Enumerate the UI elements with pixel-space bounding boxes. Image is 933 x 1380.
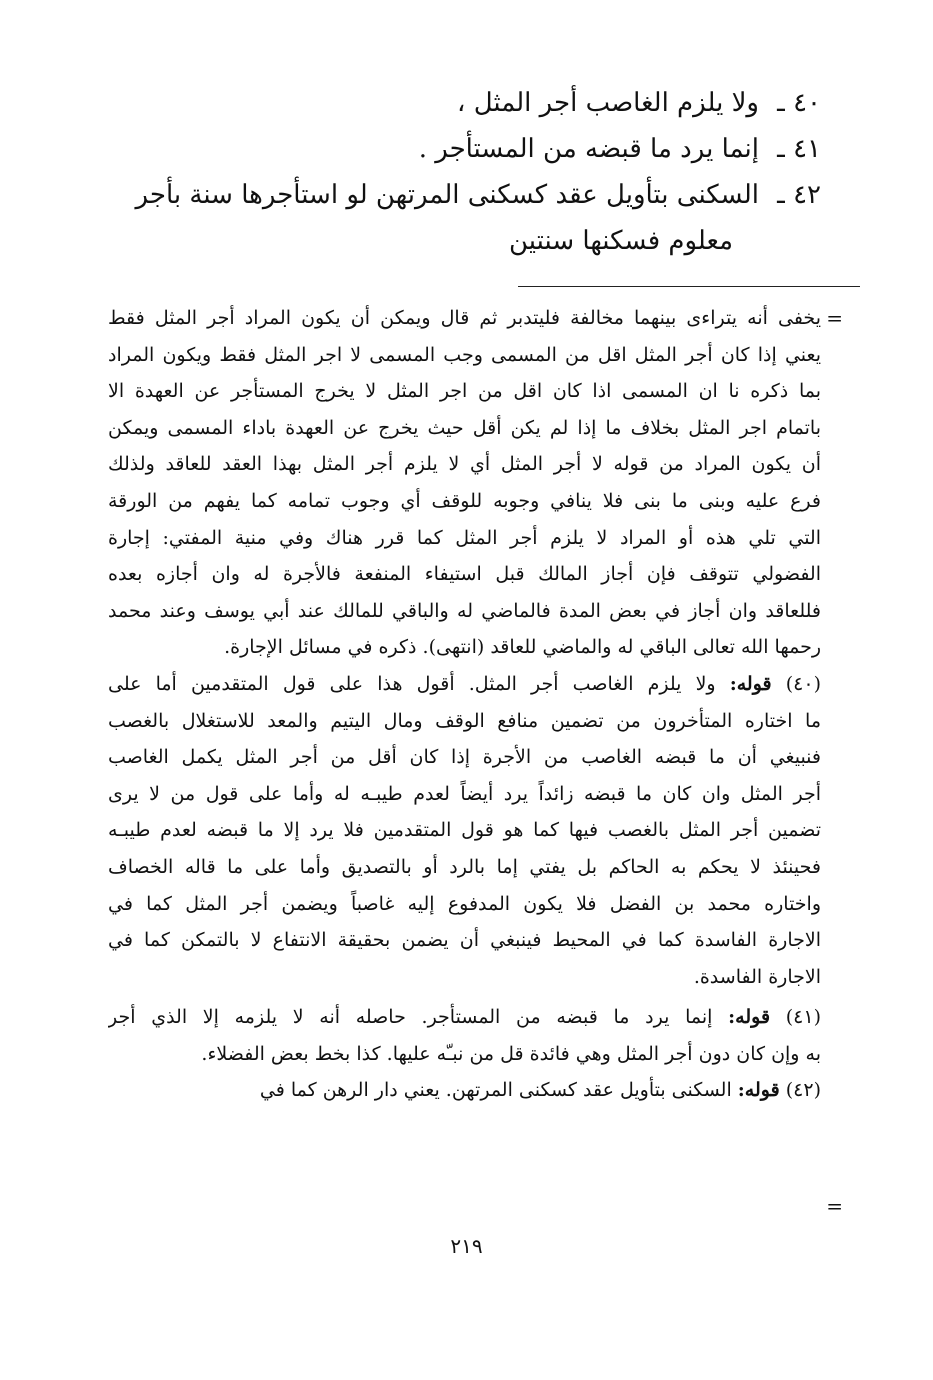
main-line-40 — [81, 80, 821, 126]
note-line: ما اختاره المتأخرون من تضمين منافع الوقف ومال اليتيم والمعد للاستغلال بالغصب — [108, 709, 821, 732]
note-text: ولا يلزم الغاصب أجر المثل. أقول هذا على قول المتقدمين أما على — [108, 672, 716, 695]
main-line-text: إنما يرد ما قبضه من المستأجر . — [418, 134, 759, 164]
qawluhu-label: قوله: — [729, 672, 772, 695]
main-line-number: ٤٠ ـ — [777, 88, 821, 118]
note-41-first-line — [108, 999, 821, 1036]
continuation-marker: = — [826, 306, 843, 330]
main-line-number: ٤٢ ـ — [777, 180, 821, 210]
qawluhu-label: قوله: — [737, 1079, 780, 1102]
page-number: ٢١٩ — [450, 1234, 483, 1258]
commentary-notes — [108, 300, 821, 1109]
note-line: التي تلي هذه أو المراد لا يلزم أجر المثل كما قرر هناك وفي منية المفتي: إجارة — [108, 526, 821, 549]
main-line-41 — [81, 126, 821, 172]
continuation-marker: = — [826, 1194, 843, 1218]
note-line: واختاره محمد بن الفضل فلا يكون المدفوع إليه غاصباً ويضمن أجر المثل كما في — [108, 892, 821, 915]
note-ref: (٤٠) — [785, 672, 821, 695]
note-line: رحمها الله تعالى الباقي له والماضي للعاقد (انتهى). ذكره في مسائل الإجارة. — [224, 636, 821, 659]
note-line: بما ذكره نا ان المسمى اذا كان اقل من اجر المثل لا يخرج المستأجر عن العهدة الا — [108, 380, 821, 403]
note-line: أن يكون المراد من قوله لا أجر المثل أي لا يلزم أجر المثل بهذا العقد للعاقد ولذلك — [108, 453, 821, 476]
note-line: به وإن كان دون أجر المثل وهي فائدة قل من نبـّه عليها. كذا بخط بعض الفضلاء. — [201, 1042, 821, 1065]
main-line-42-continued — [81, 218, 821, 264]
note-line: الاجارة الفاسدة كما في المحيط فينبغي أن يضمن بحقيقة الانتفاع لا بالتمكن كما في — [108, 929, 821, 952]
note-42-first-line — [108, 1072, 821, 1109]
note-line: أجر المثل وان كان ما قبضه زائداً يرد أيضاً لعدم طيبـه له وأما على قول من لا يرى — [108, 782, 821, 805]
note-line: الفضولي تتوقف فإن أجاز المالك قبل استيفاء المنفعة فالأجرة له وان أجازه بعده — [108, 563, 821, 586]
note-40-first-line — [108, 666, 821, 703]
main-line-text: ولا يلزم الغاصب أجر المثل ، — [457, 88, 759, 118]
main-line-text: السكنى بتأويل عقد كسكنى المرتهن لو استأجرها سنة بأجر — [135, 180, 759, 210]
main-line-number: ٤١ ـ — [777, 134, 821, 164]
qawluhu-label: قوله: — [728, 1006, 771, 1029]
note-text: السكنى بتأويل عقد كسكنى المرتهن. يعني دار الرهن كما في — [259, 1079, 732, 1102]
main-line-text: معلوم فسكنها سنتين — [509, 226, 733, 256]
note-text: إنما يرد ما قبضه من المستأجر. حاصله أنه لا يلزمه إلا الذي أجر — [108, 1006, 713, 1029]
footnote-divider — [518, 286, 860, 287]
note-line: فنبيغي أن ما قبضه الغاصب من الأجرة إذا كان أقل من أجر المثل يكمل الغاصب — [108, 746, 821, 769]
note-line: فرع عليه وبنى ما بنى فلا ينافي وجوبه للوقف أي وجوب تمامه كما يفهم من الورقة — [108, 489, 821, 512]
main-line-42 — [81, 172, 821, 218]
note-ref: (٤١) — [785, 1006, 821, 1029]
note-line: باتمام اجر المثل بخلاف ما إذا لم يكن أقل حيث يخرج عن العهدة باداء المسمى ويمكن — [108, 416, 821, 439]
note-line: يخفى أنه يتراءى بينهما مخالفة فليتدبر ثم قال ويمكن أن يكون المراد أجر المثل فقط — [108, 307, 821, 329]
note-line: يعني إذا كان أجر المثل اقل من المسمى وجب المسمى لا اجر المثل فقط ويكون المراد — [108, 343, 821, 366]
note-line: فللعاقد وان أجاز في بعض المدة فالماضي له والباقي للمالك عند أبي يوسف وعند محمد — [108, 599, 821, 622]
note-line: تضمين أجر المثل بالغصب فيها كما هو قول المتقدمين فلا يرد إلا ما قبضه لعدم طيبـه — [108, 819, 821, 842]
note-ref: (٤٢) — [785, 1079, 821, 1102]
note-line: الاجارة الفاسدة. — [693, 965, 821, 988]
note-line: فحينئذ لا يحكم به الحاكم بل يفتي إما بالرد أو بالتصديق وأما على ما قاله الخصاف — [108, 855, 821, 878]
main-text — [81, 80, 821, 264]
